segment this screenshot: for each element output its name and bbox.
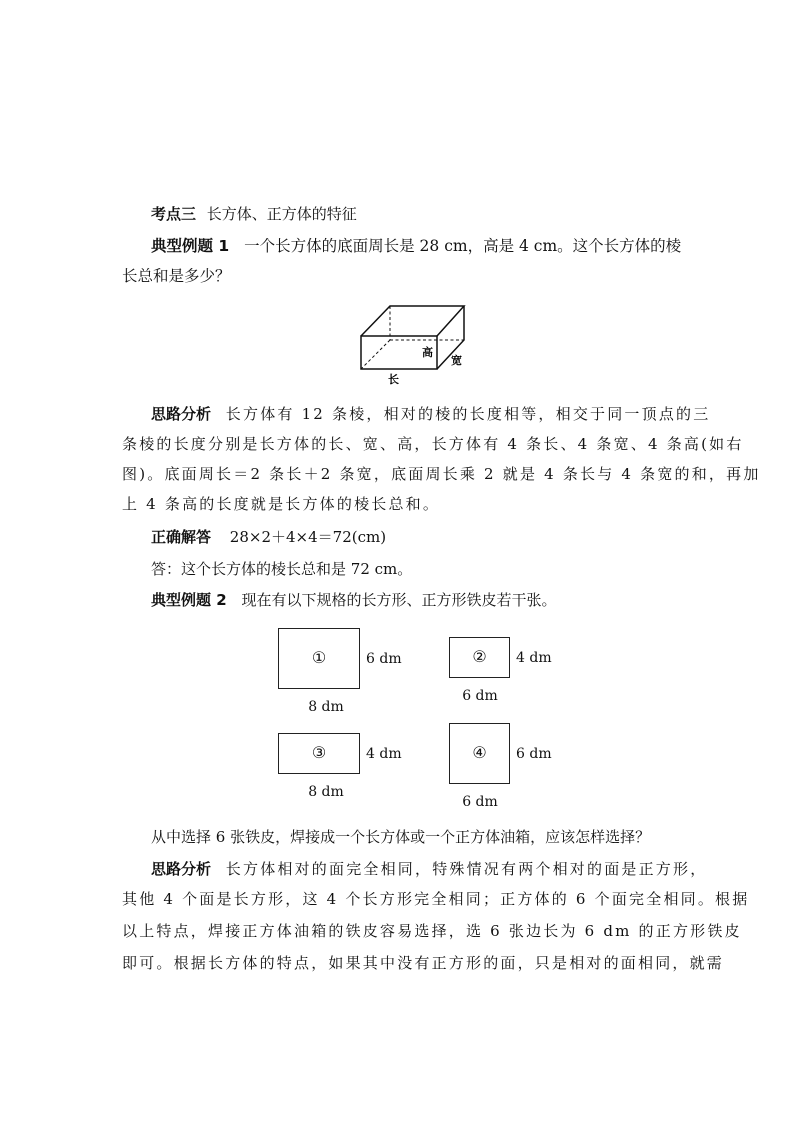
sheet-1-width: 8 dm xyxy=(308,699,344,715)
example2-task: 从中选择 6 张铁皮，焊接成一个长方体或一个正方体油箱，应该怎样选择？ xyxy=(151,828,651,846)
example1-analysis-first xyxy=(151,404,710,424)
solution-text: 28×2＋4×4＝72(cm) xyxy=(229,528,387,546)
solution-heading: 正确解答 xyxy=(151,528,212,546)
example1-heading: 典型例题 1 xyxy=(151,237,230,255)
height-label: 高 xyxy=(422,346,433,359)
example1-question-line1: 一个长方体的底面周长是 28 cm，高是 4 cm。这个长方体的棱 xyxy=(244,237,682,255)
example2-analysis-line2: 其他 4 个面是长方形，这 4 个长方形完全相同；正方体的 6 个面完全相同。根据 xyxy=(122,890,750,908)
example1-solution xyxy=(151,527,386,547)
sheet-4-height: 6 dm xyxy=(516,746,552,762)
example1-answer: 答：这个长方体的棱长总和是 72 cm。 xyxy=(151,560,413,578)
example1-question xyxy=(151,236,681,256)
width-label: 宽 xyxy=(451,354,462,367)
example1-analysis-line4: 上 4 条高的长度就是长方体的棱长总和。 xyxy=(122,495,441,513)
section-label: 考点三 xyxy=(151,205,197,223)
analysis-text: 长方体有 12 条棱，相对的棱的长度相等，相交于同一顶点的三 xyxy=(225,405,711,423)
section-title xyxy=(151,204,357,224)
example2-heading: 典型例题 2 xyxy=(151,591,227,609)
example1-analysis-line2: 条棱的长度分别是长方体的长、宽、高，长方体有 4 条长、4 条宽、4 条高(如右 xyxy=(122,435,744,453)
sheet-3-height: 4 dm xyxy=(366,746,402,762)
cuboid-top-face xyxy=(361,306,464,336)
sheet-4-width: 6 dm xyxy=(462,794,498,810)
example2-analysis-line4: 即可。根据长方体的特点，如果其中没有正方形的面，只是相对的面相同，就需 xyxy=(122,954,725,972)
sheet-2-height: 4 dm xyxy=(516,650,552,666)
sheet-3-width: 8 dm xyxy=(308,784,344,800)
example1-analysis-line3: 图)。底面周长＝2 条长＋2 条宽，底面周长乘 2 就是 4 条长与 4 条宽的和，再加 xyxy=(122,465,761,483)
section-text: 长方体、正方体的特征 xyxy=(206,205,357,223)
example2-analysis-text: 长方体相对的面完全相同，特殊情况有两个相对的面是正方形， xyxy=(225,860,708,878)
example2-question-text: 现在有以下规格的长方形、正方形铁皮若干张。 xyxy=(241,591,557,609)
example2-analysis-first xyxy=(151,859,707,879)
sheet-2-number: ② xyxy=(472,647,487,666)
length-label: 长 xyxy=(388,373,399,386)
sheet-1-number: ① xyxy=(311,648,327,667)
example2-question xyxy=(151,590,556,610)
sheet-4-number: ④ xyxy=(472,743,487,762)
example2-analysis-line3: 以上特点，焊接正方体油箱的铁皮容易选择，选 6 张边长为 6 dm 的正方形铁皮 xyxy=(122,922,742,940)
cuboid-hidden-edge xyxy=(361,340,390,369)
example2-analysis-heading: 思路分析 xyxy=(151,860,212,878)
analysis-heading: 思路分析 xyxy=(151,405,212,423)
sheet-1-height: 6 dm xyxy=(366,651,402,667)
cuboid-diagram xyxy=(355,298,475,386)
sheet-2-width: 6 dm xyxy=(462,688,498,704)
sheet-3-number: ③ xyxy=(311,743,327,762)
example1-question-line2: 长总和是多少？ xyxy=(122,267,231,285)
